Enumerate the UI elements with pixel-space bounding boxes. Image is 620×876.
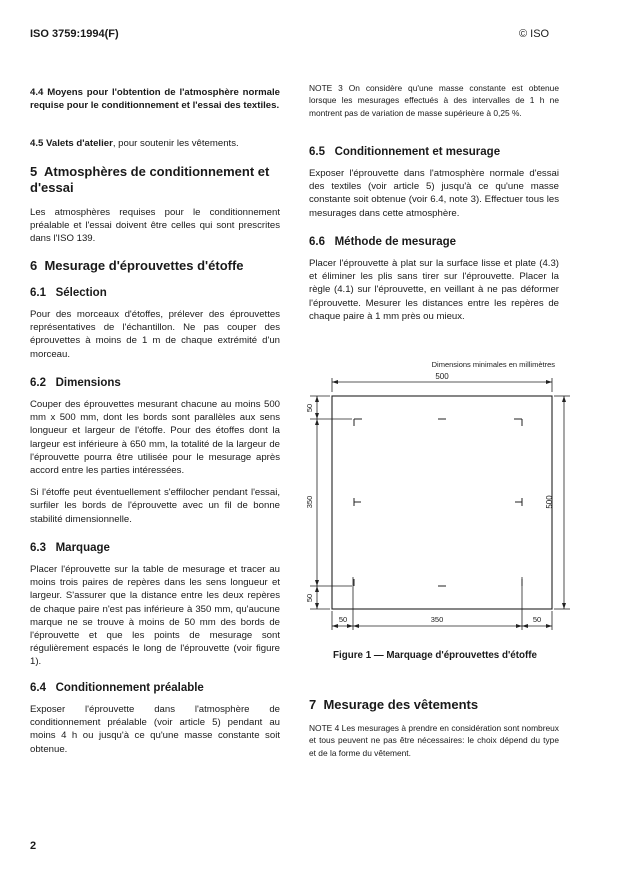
section-6-2-title: Dimensions [55,377,121,389]
mark-mid-left [354,498,361,506]
section-5-title: Atmosphères de conditionnement et d'essai [30,164,270,195]
dim-right-label: 500 [545,495,554,509]
note-4-block [309,722,559,759]
dim-left-mid-label: 350 [305,495,314,509]
section-7 [309,697,559,713]
section-4-5 [30,137,280,150]
section-6-6-para: Placer l'éprouvette à plat sur la surface lisse et plate (4.3) et éliminer les plis sans tirer sur l'éprouvette. Placer la règle (4.1) sur l'éprouvette, en veillant à ne pas déformer l'éprouvette. Mesurer les distances entre les repères de chaque paire à 1 mm près ou mieux. [309,258,559,322]
arrow-left-1 [315,396,319,402]
dim-top-label: 500 [435,372,449,381]
section-4-4 [30,86,280,112]
section-7-number: 7 [309,697,317,712]
section-6-3-title: Marquage [55,542,110,554]
section-6-5-number: 6.5 [309,146,325,158]
section-4-5-number: 4.5 [30,138,44,149]
dim-left-bottom-label: 50 [305,593,314,603]
section-4-4-text: Moyens pour l'obtention de l'atmosphère normale requise pour le conditionnement et l'essai des textiles. [30,87,280,112]
section-5 [30,164,280,246]
section-6-2-para2: Si l'étoffe peut éventuellement s'effilocher pendant l'essai, surfiler les bords de l'éprouvette avec un fil de bonne stabilité dimensionnelle. [30,487,280,525]
mark-top-right [514,419,522,426]
arrow-bottom-5 [522,624,528,628]
arrow-left-3 [315,419,319,425]
section-6-1-number: 6.1 [30,287,46,299]
arrow-top-right [546,380,552,384]
section-4-5-text: , pour soutenir les vêtements. [112,138,239,149]
dim-left-top-label: 50 [305,403,314,413]
section-6-6-title: Méthode de mesurage [334,236,457,248]
section-6-3-number: 6.3 [30,542,46,554]
arrow-left-6 [315,603,319,609]
arrow-bottom-3 [353,624,359,628]
header-standard: ISO 3759:1994(F) [30,28,119,40]
arrow-top-left [332,380,338,384]
section-7-title: Mesurage des vêtements [323,697,479,712]
arrow-bottom-4 [516,624,522,628]
figure-1-diagram [300,352,570,637]
section-6-4-number: 6.4 [30,682,46,694]
arrow-bottom-6 [546,624,552,628]
arrow-left-5 [315,586,319,592]
section-6-5-title: Conditionnement et mesurage [334,146,501,158]
dim-bottom-mid-label: 350 [430,615,444,624]
section-6-6 [309,236,559,323]
section-6-1-title: Sélection [55,287,107,299]
section-5-number: 5 [30,164,38,179]
section-6-2-number: 6.2 [30,377,46,389]
note-3-block [309,82,559,119]
dim-bottom-left-label: 50 [338,615,348,624]
section-6 [30,258,280,274]
section-6-3-para: Placer l'éprouvette sur la table de mesurage et tracer au moins trois paires de repères dans les sens longueur et largeur. S'assurer que la distance entre les deux repères de chaque paire n'est pas inférieure à 350 mm, qu'aucune marque ne se trouve à moins de 50 mm des bords de l'éprouvette et que les points de mesurage sont régulièrement espacés le long de l'éprouvette (voir figure 1). [30,564,280,668]
section-6-title: Mesurage d'éprouvettes d'étoffe [44,258,244,273]
note-4: NOTE 4 Les mesurages à prendre en considération sont nombreux et tous peuvent ne pas être nécessaires: le choix dépend du type et de la forme du vêtement. [309,723,559,758]
figure-1-caption: Figure 1 — Marquage d'éprouvettes d'étoffe [333,650,537,661]
section-6-1 [30,287,280,361]
arrow-right-top [562,396,566,402]
mark-top-left [354,419,362,426]
section-6-6-number: 6.6 [309,236,325,248]
section-6-5-para: Exposer l'éprouvette dans l'atmosphère normale d'essai des textiles (voir article 5) jusqu'à ce qu'une masse constante soit obtenue (voir 6.4, note 3). Effectuer tous les mesurages dans cette atmosphère. [309,168,559,219]
section-6-4 [30,682,280,756]
arrow-bottom-2 [347,624,353,628]
left-column [30,86,280,112]
arrow-right-bottom [562,603,566,609]
section-6-number: 6 [30,258,38,273]
arrow-bottom-1 [332,624,338,628]
section-6-2 [30,377,280,526]
arrow-left-4 [315,580,319,586]
section-6-2-para1: Couper des éprouvettes mesurant chacune au moins 500 mm x 500 mm, dont les bords sont parallèles aux sens longueur et largeur de l'étoffe. Pour des étoffes dont la largeur est inférieure à 650 mm, la totalité de la largeur de l'éprouvette pourra être utilisée pour le mesurage après accord entre les parties intéressées. [30,399,280,477]
section-6-4-para: Exposer l'éprouvette dans l'atmosphère de conditionnement préalable (voir article 5) pendant au moins 4 h ou jusqu'à ce qu'une masse constante soit obtenue. [30,704,280,755]
arrow-left-2 [315,413,319,419]
mark-mid-right [515,498,522,506]
section-6-3 [30,542,280,669]
figure-units-note: Dimensions minimales en millimètres [431,360,555,369]
page-number: 2 [30,840,37,852]
section-4-5-bold: Valets d'atelier [46,138,113,149]
section-6-5 [309,146,559,220]
header-copyright: © ISO [519,28,550,40]
section-6-1-para: Pour des morceaux d'étoffes, prélever des éprouvettes représentatives de l'échantillon. Ne pas couper des éprouvettes à moins de 1 m de chaque extrémité d'un morceau. [30,309,280,360]
dim-bottom-right-label: 50 [532,615,542,624]
section-5-para: Les atmosphères requises pour le conditionnement préalable et l'essai doivent être celles qui sont prescrites dans l'ISO 139. [30,207,280,245]
note-3: NOTE 3 On considère qu'une masse constante est obtenue lorsque les mesurages effectués à des intervalles de 1 h ne montrent pas de variation de masse supérieure à 0,25 %. [309,83,559,118]
section-4-4-number: 4.4 [30,87,44,98]
section-6-4-title: Conditionnement préalable [55,682,204,694]
